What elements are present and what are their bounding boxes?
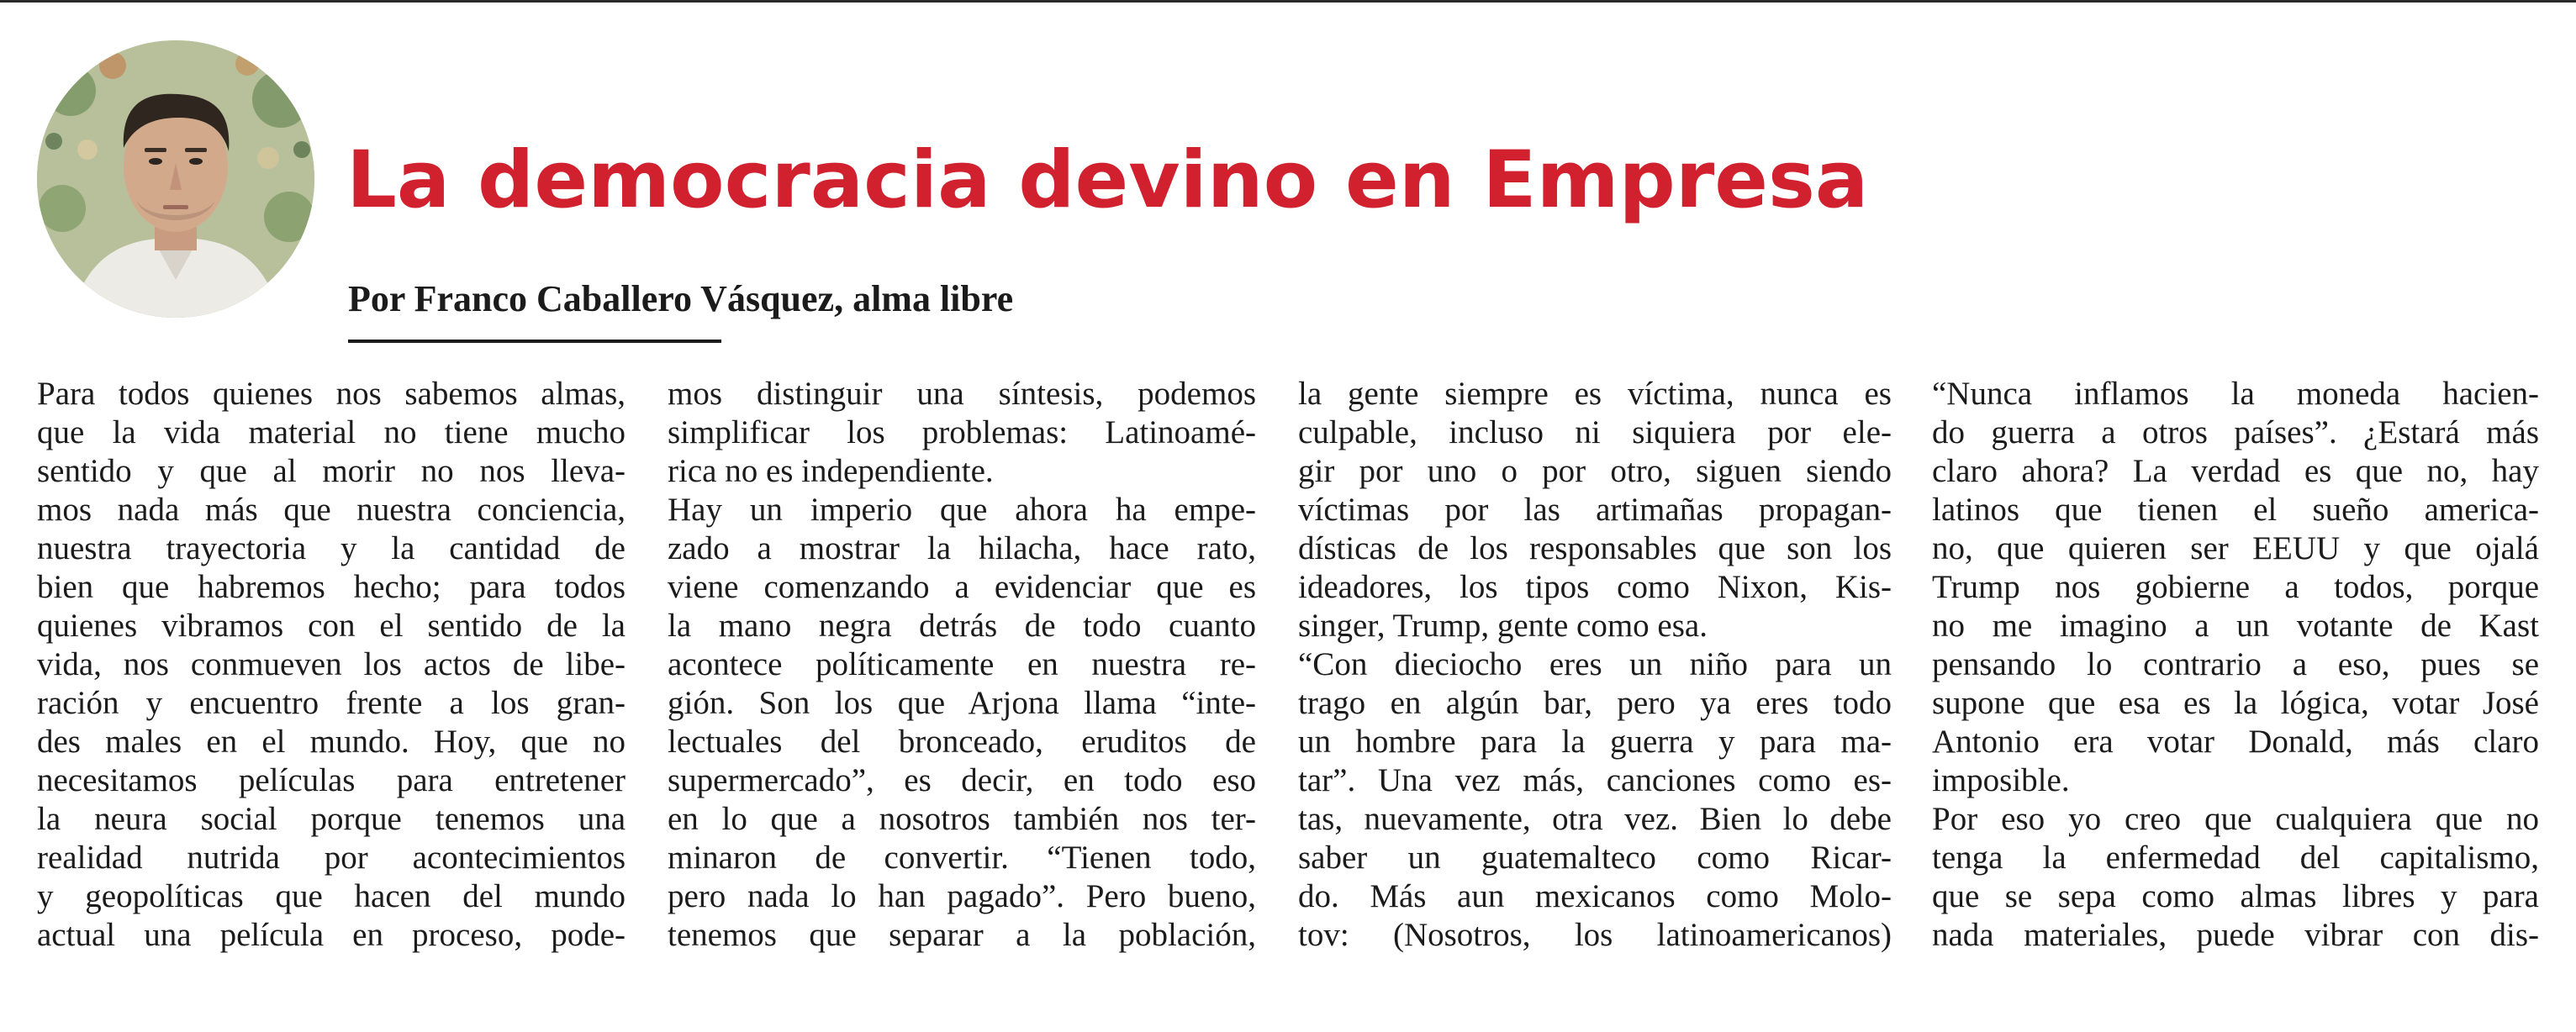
text-line: saber un guatemalteco como Ricar- (1298, 840, 1892, 876)
text-line: des males en el mundo. Hoy, que no (37, 724, 626, 760)
text-line: claro ahora? La verdad es que no, hay (1932, 453, 2539, 489)
text-line: que la vida material no tiene mucho (37, 414, 626, 450)
text-line: pensando lo contrario a eso, pues se (1932, 646, 2539, 682)
text-line: Trump nos gobierne a todos, porque (1932, 569, 2539, 605)
top-rule (0, 0, 2576, 3)
article-column-4 (1932, 375, 2539, 1032)
text-line: y geopolíticas que hacen del mundo (37, 878, 626, 914)
text-line: mos nada más que nuestra conciencia, (37, 492, 626, 528)
text-line: do. Más aun mexicanos como Molo- (1298, 878, 1892, 914)
text-line: un hombre para la guerra y para ma- (1298, 724, 1892, 760)
text-line: tenemos que separar a la población, (668, 917, 1256, 953)
text-line: trago en algún bar, pero ya eres todo (1298, 685, 1892, 721)
text-line: tov: (Nosotros, los latinoamericanos) (1298, 917, 1892, 953)
text-line: viene comenzando a evidenciar que es (668, 569, 1256, 605)
text-line: lectuales del bronceado, eruditos de (668, 724, 1256, 760)
text-line: quienes vibramos con el sentido de la (37, 608, 626, 644)
text-line: “Nunca inflamos la moneda hacien- (1932, 376, 2539, 412)
text-line: en lo que a nosotros también nos ter- (668, 801, 1256, 837)
text-line: sentido y que al morir no nos lleva- (37, 453, 626, 489)
text-line: acontece políticamente en nuestra re- (668, 646, 1256, 682)
byline-underline (348, 340, 721, 343)
text-line: gir por uno o por otro, siguen siendo (1298, 453, 1892, 489)
byline: Por Franco Caballero Vásquez, alma libre (348, 278, 1014, 319)
text-line: no me imagino a un votante de Kast (1932, 608, 2539, 644)
text-line: tas, nuevamente, otra vez. Bien lo debe (1298, 801, 1892, 837)
text-line: simplificar los problemas: Latinoamé- (668, 414, 1256, 450)
text-line: “Con dieciocho eres un niño para un (1298, 646, 1892, 682)
article-column-2 (668, 375, 1256, 1032)
text-line: supermercado”, es decir, en todo eso (668, 762, 1256, 798)
text-line: vida, nos conmueven los actos de libe- (37, 646, 626, 682)
article-column-3 (1298, 375, 1892, 1032)
text-line: que se sepa como almas libres y para (1932, 878, 2539, 914)
text-line: actual una película en proceso, pode- (37, 917, 626, 953)
text-line: la gente siempre es víctima, nunca es (1298, 376, 1892, 412)
author-photo (37, 40, 314, 318)
text-line: realidad nutrida por acontecimientos (37, 840, 626, 876)
text-line: mos distinguir una síntesis, podemos (668, 376, 1256, 412)
text-line: supone que esa es la lógica, votar José (1932, 685, 2539, 721)
text-line: latinos que tienen el sueño america- (1932, 492, 2539, 528)
text-line: dísticas de los responsables que son los (1298, 530, 1892, 566)
text-line: nada materiales, puede vibrar con dis- (1932, 917, 2539, 953)
text-line: Hay un imperio que ahora ha empe- (668, 492, 1256, 528)
text-line: nuestra trayectoria y la cantidad de (37, 530, 626, 566)
text-line: necesitamos películas para entretener (37, 762, 626, 798)
text-line: tar”. Una vez más, canciones como es- (1298, 762, 1892, 798)
text-line: Por eso yo creo que cualquiera que no (1932, 801, 2539, 837)
text-line: Para todos quienes nos sabemos almas, (37, 376, 626, 412)
text-line: la mano negra detrás de todo cuanto (668, 608, 1256, 644)
text-line: la neura social porque tenemos una (37, 801, 626, 837)
article-column-1 (37, 375, 626, 1032)
text-line: culpable, incluso ni siquiera por ele- (1298, 414, 1892, 450)
text-line: do guerra a otros países”. ¿Estará más (1932, 414, 2539, 450)
text-line: gión. Son los que Arjona llama “inte- (668, 685, 1256, 721)
text-line: singer, Trump, gente como esa. (1298, 608, 1708, 644)
text-line: rica no es independiente. (668, 453, 994, 489)
text-line: no, que quieren ser EEUU y que ojalá (1932, 530, 2539, 566)
text-line: zado a mostrar la hilacha, hace rato, (668, 530, 1256, 566)
text-line: imposible. (1932, 762, 2070, 798)
text-line: tenga la enfermedad del capitalismo, (1932, 840, 2539, 876)
text-line: Antonio era votar Donald, más claro (1932, 724, 2539, 760)
text-line: bien que habremos hecho; para todos (37, 569, 626, 605)
text-line: minaron de convertir. “Tienen todo, (668, 840, 1256, 876)
text-line: ideadores, los tipos como Nixon, Kis- (1298, 569, 1892, 605)
text-line: ración y encuentro frente a los gran- (37, 685, 626, 721)
headline: La democracia devino en Empresa (346, 134, 1869, 226)
text-line: pero nada lo han pagado”. Pero bueno, (668, 878, 1256, 914)
text-line: víctimas por las artimañas propagan- (1298, 492, 1892, 528)
